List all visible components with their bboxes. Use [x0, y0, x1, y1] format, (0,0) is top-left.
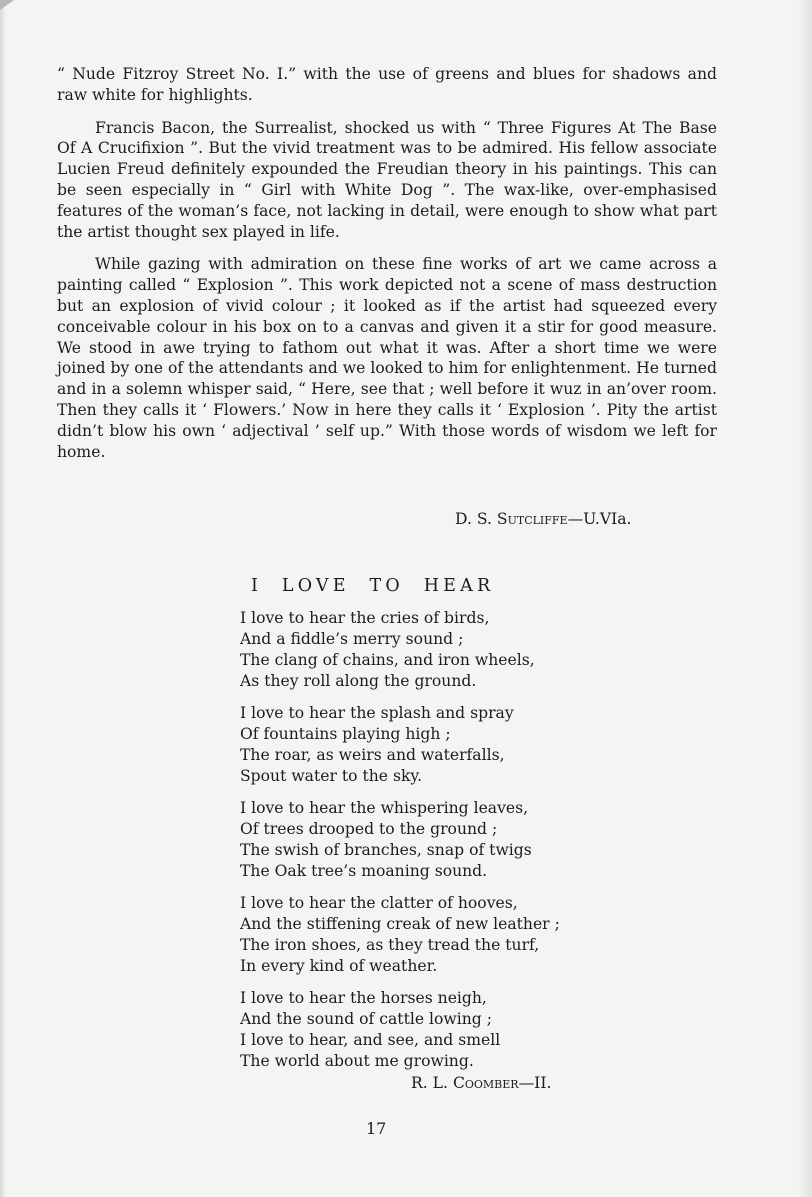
poem-line: And a fiddle’s merry sound ;: [240, 630, 464, 648]
article-signature-form: —U.VIa.: [567, 510, 632, 528]
article-signature-surname: Sutcliffe: [496, 510, 568, 528]
page-edge-right: [798, 0, 812, 1197]
poem-line: The clang of chains, and iron wheels,: [240, 651, 535, 669]
poem-author: [411, 1073, 551, 1093]
poem-author-initials: R. L.: [411, 1074, 453, 1092]
poem-line: In every kind of weather.: [240, 957, 438, 975]
poem-body: [240, 608, 640, 1083]
poem-line: I love to hear the clatter of hooves,: [240, 894, 518, 912]
page-corner-mark: [0, 0, 14, 10]
poem-line: The swish of branches, snap of twigs: [240, 841, 532, 859]
poem-line: As they roll along the ground.: [240, 672, 477, 690]
poem-line: And the stiffening creak of new leather ;: [240, 915, 560, 933]
poem-line: I love to hear, and see, and smell: [240, 1031, 501, 1049]
poem-line: Of trees drooped to the ground ;: [240, 820, 498, 838]
poem-stanza-1: [240, 608, 640, 692]
article-signature: [455, 509, 632, 529]
article-signature-initials: D. S.: [455, 510, 497, 528]
poem-line: And the sound of cattle lowing ;: [240, 1010, 492, 1028]
article-paragraph-2: Francis Bacon, the Surrealist, shocked us with “ Three Figures At The Base Of A Crucifixion ”. But the vivid treatment was to be admired. His fellow associate Lucien Freud definitely expounded the Freudian theory in his paintings. This can be seen especially in “ Girl with White Dog ”. The wax-like, over-emphasised features of the woman’s face, not lacking in detail, were enough to show what part the artist thought sex played in life.: [57, 118, 717, 241]
poem-stanza-3: [240, 798, 640, 882]
page-edge-left: [0, 0, 6, 1197]
article-paragraph-3: While gazing with admiration on these fine works of art we came across a painting called “ Explosion ”. This work depicted not a scene of mass destruction but an explosion of vivid colour ; it looked as if the artist had squeezed every conceivable colour in his box on to a canvas and given it a stir for good measure. We stood in awe trying to fathom out what it was. After a short time we were joined by one of the attendants and we looked to him for enlightenment. He turned and in a solemn whisper said, “ Here, see that ; well before it wuz in an’over room. Then they calls it ‘ Flowers.’ Now in here they calls it ‘ Explosion ’. Pity the artist didn’t blow his own ‘ adjectival ’ self up.” With those words of wisdom we left for home.: [57, 255, 717, 461]
article-paragraph-1: “ Nude Fitzroy Street No. I.” with the use of greens and blues for shadows and raw white for highlights.: [57, 65, 717, 104]
poem-line: The world about me growing.: [240, 1052, 474, 1070]
poem-stanza-2: [240, 703, 640, 787]
poem-stanza-5: [240, 988, 640, 1072]
poem-line: Of fountains playing high ;: [240, 725, 451, 743]
poem-author-surname: Coomber: [452, 1074, 519, 1092]
poem-line: I love to hear the cries of birds,: [240, 609, 490, 627]
poem-title: I LOVE TO HEAR: [251, 576, 495, 596]
poem-line: The iron shoes, as they tread the turf,: [240, 936, 540, 954]
poem-line: The roar, as weirs and waterfalls,: [240, 746, 505, 764]
page-number: 17: [366, 1119, 387, 1138]
poem-line: I love to hear the whispering leaves,: [240, 799, 529, 817]
poem-stanza-4: [240, 893, 640, 977]
poem-line: Spout water to the sky.: [240, 767, 423, 785]
poem-line: I love to hear the horses neigh,: [240, 989, 487, 1007]
article-body: [57, 64, 717, 474]
poem-line: The Oak tree’s moaning sound.: [240, 862, 488, 880]
poem-line: I love to hear the splash and spray: [240, 704, 514, 722]
poem-author-form: —II.: [518, 1074, 552, 1092]
